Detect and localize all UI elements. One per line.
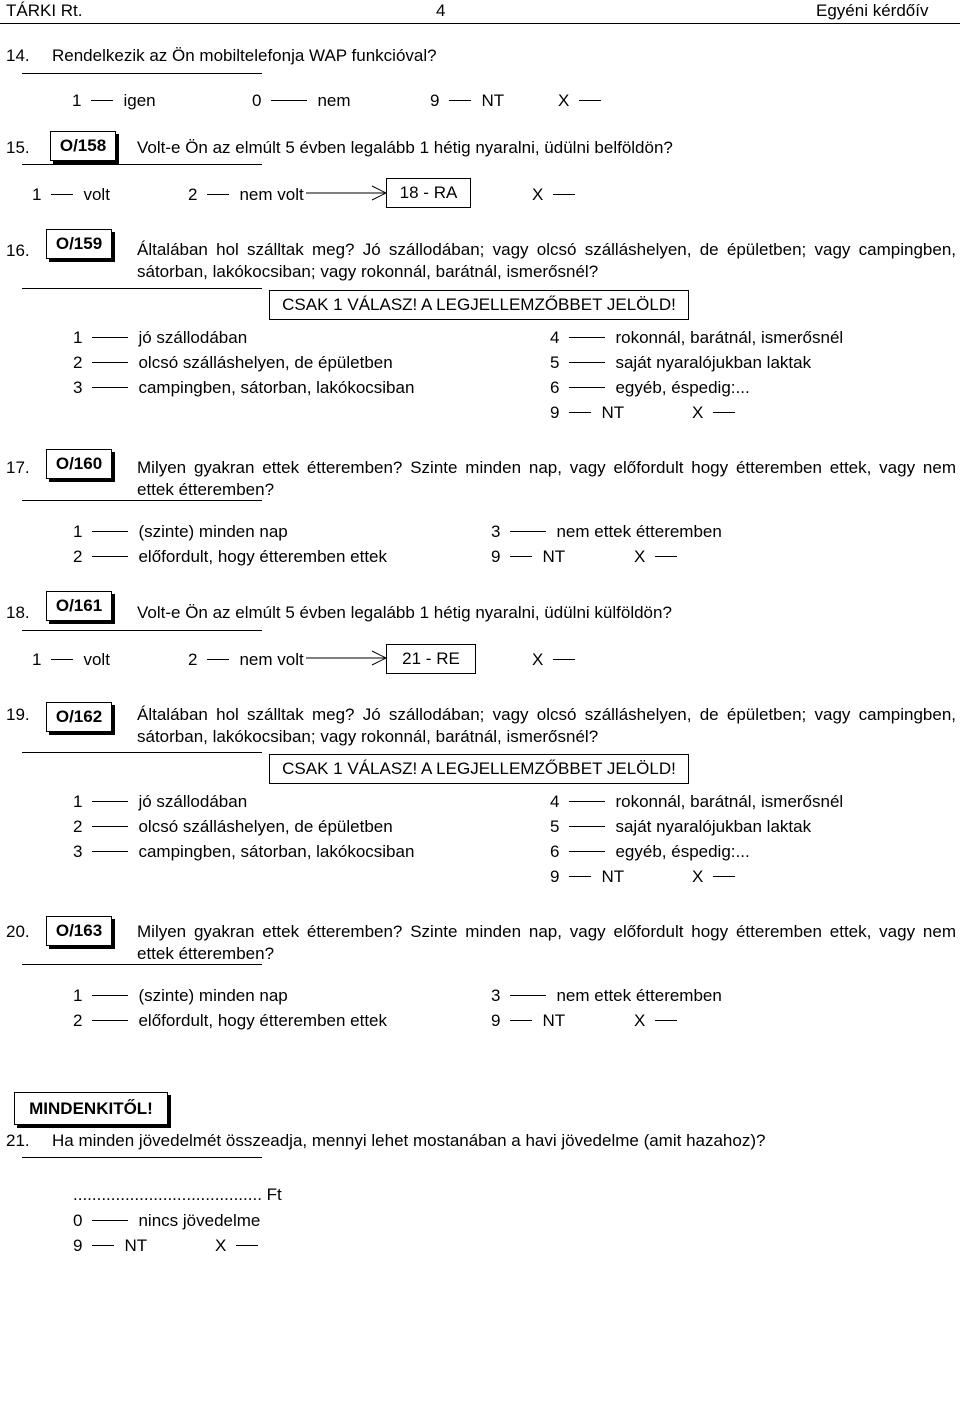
q19-option-4: [550, 793, 843, 810]
dash: [92, 826, 128, 827]
q20-opt2-label: előfordult, hogy étteremben ettek: [138, 1011, 388, 1030]
dash: [92, 1245, 114, 1246]
q14-option-nt: [430, 92, 504, 109]
q15-text: Volt-e Ön az elmúlt 5 évben legalább 1 hétig nyaralni, üdülni belföldön?: [137, 138, 673, 157]
q18-number: 18.: [6, 603, 30, 622]
q19-opt9-label: NT: [601, 867, 625, 886]
q17-code-box: [46, 449, 112, 479]
q17-opt2-code[interactable]: 2: [73, 547, 83, 566]
q16-opt9-label: NT: [601, 403, 625, 422]
q19-option-5: [550, 818, 811, 835]
dash: [92, 387, 128, 388]
q14-rule: [22, 73, 262, 74]
header-rule: [0, 23, 960, 24]
q20-opt9-code[interactable]: 9: [491, 1011, 501, 1030]
q21-rule: [22, 1157, 262, 1158]
q16-opt5-label: saját nyaralójukban laktak: [615, 353, 812, 372]
q14-opt2-code[interactable]: 0: [252, 91, 262, 110]
q14-number: 14.: [6, 46, 30, 65]
q16-opt9-code[interactable]: 9: [550, 403, 560, 422]
q18-skip-box: [386, 644, 476, 674]
q16-rule: [22, 288, 262, 289]
header-left: TÁRKI Rt.: [6, 1, 83, 20]
q17-opt9-code[interactable]: 9: [491, 547, 501, 566]
q19-opt2-label: olcsó szálláshelyen, de épületben: [138, 817, 393, 836]
q19-opt1-code[interactable]: 1: [73, 792, 83, 811]
header-page-number: 4: [436, 1, 446, 20]
dash: [207, 194, 229, 195]
q21-option-0: [73, 1212, 260, 1229]
q17-option-1: [73, 523, 288, 540]
q19-option-2: [73, 818, 393, 835]
q18-option-1: [32, 651, 110, 668]
dash: [510, 556, 532, 557]
dash: [569, 851, 605, 852]
q14-x-code[interactable]: X: [558, 91, 570, 110]
q16-opt1-label: jó szállodában: [138, 328, 248, 347]
q14-text: Rendelkezik az Ön mobiltelefonja WAP funkcióval?: [52, 46, 437, 65]
q20-opt3-label: nem ettek étteremben: [556, 986, 722, 1005]
q20-opt9-label: NT: [542, 1011, 566, 1030]
q19-opt9-code[interactable]: 9: [550, 867, 560, 886]
q14-options: [72, 92, 156, 109]
q18-rule: [22, 630, 262, 631]
q19-opt4-code[interactable]: 4: [550, 792, 560, 811]
q19-opt5-label: saját nyaralójukban laktak: [615, 817, 812, 836]
section-label-box: [14, 1092, 168, 1125]
q15-rule: [22, 164, 262, 165]
q17-opt2-label: előfordult, hogy étteremben ettek: [138, 547, 388, 566]
q14-opt1-label: igen: [123, 91, 156, 110]
q20-code-box: [46, 916, 112, 946]
dash: [449, 100, 471, 101]
q16-instruction: CSAK 1 VÁLASZ! A LEGJELLEMZŐBBET JELÖLD!: [282, 295, 676, 314]
q15-opt1-label: volt: [83, 185, 110, 204]
dash: [655, 1020, 677, 1021]
q15-code: O/158: [59, 136, 107, 155]
q17-option-3: [491, 523, 722, 540]
q17-x-code[interactable]: X: [634, 547, 646, 566]
q16-text: Általában hol szálltak meg? Jó szállodában; vagy olcsó szálláshelyen, de épületben; vagy campingben, sátorban, lakókocsiban; vagy rokonnál, barátnál, ismerősnél?: [137, 240, 956, 281]
dash: [510, 995, 546, 996]
q16-code: O/159: [55, 234, 103, 253]
q20-number: 20.: [6, 922, 30, 941]
q19-option-3: [73, 843, 414, 860]
dash: [510, 531, 546, 532]
dash: [655, 556, 677, 557]
q17-opt9-label: NT: [542, 547, 566, 566]
dash: [92, 556, 128, 557]
q17-opt1-label: (szinte) minden nap: [138, 522, 288, 541]
q20-rule: [22, 964, 262, 965]
q18-text: Volt-e Ön az elmúlt 5 évben legalább 1 hétig nyaralni, üdülni külföldön?: [137, 603, 672, 622]
q16-option-4: [550, 329, 843, 346]
header-right: Egyéni kérdőív: [816, 1, 929, 20]
q19-option-x: [692, 868, 745, 885]
q20-text: Milyen gyakran ettek étteremben? Szinte minden nap, vagy előfordult hogy étteremben ettek, vagy nem ettek étteremben?: [137, 922, 956, 963]
q17-option-2: [73, 548, 387, 565]
q19-code: O/162: [55, 707, 103, 726]
q16-instruction-box: [269, 290, 689, 320]
q17-rule: [22, 500, 262, 501]
q21-option-nt: [73, 1237, 147, 1254]
dash: [713, 412, 735, 413]
q17-number: 17.: [6, 458, 30, 477]
q21-text: Ha minden jövedelmét összeadja, mennyi lehet mostanában a havi jövedelme (amit hazahoz)?: [52, 1131, 766, 1150]
q18-opt1-label: volt: [83, 650, 110, 669]
q16-opt6-label: egyéb, éspedig:...: [615, 378, 750, 397]
q20-option-2: [73, 1012, 387, 1029]
q19-option-6: [550, 843, 750, 860]
dash: [569, 876, 591, 877]
q18-opt2-code[interactable]: 2: [188, 650, 198, 669]
q15-number: 15.: [6, 138, 30, 157]
q17-opt1-code[interactable]: 1: [73, 522, 83, 541]
dash: [553, 194, 575, 195]
q19-opt1-label: jó szállodában: [138, 792, 248, 811]
q16-number: 16.: [6, 241, 30, 260]
q17-opt3-label: nem ettek étteremben: [556, 522, 722, 541]
dash: [569, 362, 605, 363]
q18-option-x: [532, 651, 585, 668]
q20-option-3: [491, 987, 722, 1004]
q19-opt6-code[interactable]: 6: [550, 842, 560, 861]
q19-rule: [22, 752, 262, 753]
q19-opt4-label: rokonnál, barátnál, ismerősnél: [615, 792, 844, 811]
q19-number: 19.: [6, 705, 30, 724]
dash: [579, 100, 601, 101]
q18-code: O/161: [55, 596, 103, 615]
q20-code: O/163: [55, 921, 103, 940]
dash: [92, 337, 128, 338]
q19-opt3-label: campingben, sátorban, lakókocsiban: [138, 842, 415, 861]
q19-opt5-code[interactable]: 5: [550, 817, 560, 836]
dash: [510, 1020, 532, 1021]
q20-opt1-code[interactable]: 1: [73, 986, 83, 1005]
q16-option-2: [73, 354, 393, 371]
q14-opt1-code[interactable]: 1: [72, 91, 82, 110]
dash: [236, 1245, 258, 1246]
q18-x-code[interactable]: X: [532, 650, 544, 669]
q16-option-6: [550, 379, 750, 396]
q14-opt9-label: NT: [481, 91, 505, 110]
dash: [51, 659, 73, 660]
dash: [553, 659, 575, 660]
q21-opt9-code[interactable]: 9: [73, 1236, 83, 1255]
q16-opt2-code[interactable]: 2: [73, 353, 83, 372]
q16-x-code[interactable]: X: [692, 403, 704, 422]
q14-opt2-label: nem: [317, 91, 351, 110]
q14-option-x: [558, 92, 611, 109]
q21-opt0-label: nincs jövedelme: [138, 1211, 261, 1230]
dash: [92, 1020, 128, 1021]
dash: [92, 531, 128, 532]
dash: [271, 100, 307, 101]
q16-opt1-code[interactable]: 1: [73, 328, 83, 347]
q18-opt2-label: nem volt: [239, 650, 304, 669]
q16-opt4-label: rokonnál, barátnál, ismerősnél: [615, 328, 844, 347]
q15-option-1: [32, 186, 110, 203]
q19-opt3-code[interactable]: 3: [73, 842, 83, 861]
q15-code-box: [50, 131, 116, 161]
q19-code-box: [46, 702, 112, 732]
q19-instruction-box: [269, 754, 689, 784]
q18-opt1-code[interactable]: 1: [32, 650, 42, 669]
q16-opt3-label: campingben, sátorban, lakókocsiban: [138, 378, 415, 397]
dash: [92, 362, 128, 363]
q15-skip-box: [386, 178, 471, 208]
q20-opt1-label: (szinte) minden nap: [138, 986, 288, 1005]
dash: [91, 100, 113, 101]
q20-option-nt: [491, 1012, 565, 1029]
q16-opt4-code[interactable]: 4: [550, 328, 560, 347]
q17-opt3-code[interactable]: 3: [491, 522, 501, 541]
q15-skip-label: 18 - RA: [399, 183, 458, 202]
q21-opt0-code[interactable]: 0: [73, 1211, 83, 1230]
q19-opt6-label: egyéb, éspedig:...: [615, 842, 750, 861]
q19-option-nt: [550, 868, 624, 885]
q18-skip-label: 21 - RE: [402, 649, 460, 668]
q21-number: 21.: [6, 1131, 30, 1150]
q16-opt2-label: olcsó szálláshelyen, de épületben: [138, 353, 393, 372]
dash: [569, 337, 605, 338]
q16-opt6-code[interactable]: 6: [550, 378, 560, 397]
q15-opt1-code[interactable]: 1: [32, 185, 42, 204]
q20-option-1: [73, 987, 288, 1004]
q16-opt5-code[interactable]: 5: [550, 353, 560, 372]
q17-option-nt: [491, 548, 565, 565]
q15-option-2: [188, 186, 304, 203]
q16-option-nt: [550, 404, 624, 421]
q18-skip-arrow-icon: [306, 651, 388, 665]
q19-option-1: [73, 793, 247, 810]
q16-code-box: [46, 229, 112, 259]
dash: [51, 194, 73, 195]
dash: [569, 801, 605, 802]
q15-opt2-code[interactable]: 2: [188, 185, 198, 204]
dash: [92, 995, 128, 996]
q15-option-x: [532, 186, 585, 203]
q14-option-2: [252, 92, 351, 109]
q16-option-1: [73, 329, 247, 346]
q16-opt3-code[interactable]: 3: [73, 378, 83, 397]
q19-instruction: CSAK 1 VÁLASZ! A LEGJELLEMZŐBBET JELÖLD!: [282, 759, 676, 778]
q18-code-box: [46, 591, 112, 621]
q20-opt2-code[interactable]: 2: [73, 1011, 83, 1030]
q20-opt3-code[interactable]: 3: [491, 986, 501, 1005]
q20-x-code[interactable]: X: [634, 1011, 646, 1030]
q17-option-x: [634, 548, 687, 565]
dash: [713, 876, 735, 877]
dash: [92, 801, 128, 802]
q15-x-code[interactable]: X: [532, 185, 544, 204]
dash: [92, 1220, 128, 1221]
q17-text: Milyen gyakran ettek étteremben? Szinte minden nap, vagy előfordult hogy étteremben ettek, vagy nem ettek étteremben?: [137, 458, 956, 499]
dash: [569, 826, 605, 827]
dash: [569, 387, 605, 388]
q16-option-3: [73, 379, 414, 396]
q21-option-x: [215, 1237, 268, 1254]
q18-option-2: [188, 651, 304, 668]
q16-option-5: [550, 354, 811, 371]
q21-x-code[interactable]: X: [215, 1236, 227, 1255]
q19-x-code[interactable]: X: [692, 867, 704, 886]
q15-opt2-label: nem volt: [239, 185, 304, 204]
q21-amount-field[interactable]: ........................................ Ft: [73, 1185, 282, 1204]
q21-opt9-label: NT: [124, 1236, 148, 1255]
q19-text: Általában hol szálltak meg? Jó szállodában; vagy olcsó szálláshelyen, de épületben; vagy campingben, sátorban, lakókocsiban; vagy rokonnál, barátnál, ismerősnél?: [137, 705, 956, 746]
dash: [569, 412, 591, 413]
q16-option-x: [692, 404, 745, 421]
q19-opt2-code[interactable]: 2: [73, 817, 83, 836]
dash: [92, 851, 128, 852]
dash: [207, 659, 229, 660]
section-label: MINDENKITŐL!: [29, 1098, 153, 1118]
q20-option-x: [634, 1012, 687, 1029]
q14-opt9-code[interactable]: 9: [430, 91, 440, 110]
q17-code: O/160: [55, 454, 103, 473]
q15-skip-arrow-icon: [306, 186, 388, 200]
